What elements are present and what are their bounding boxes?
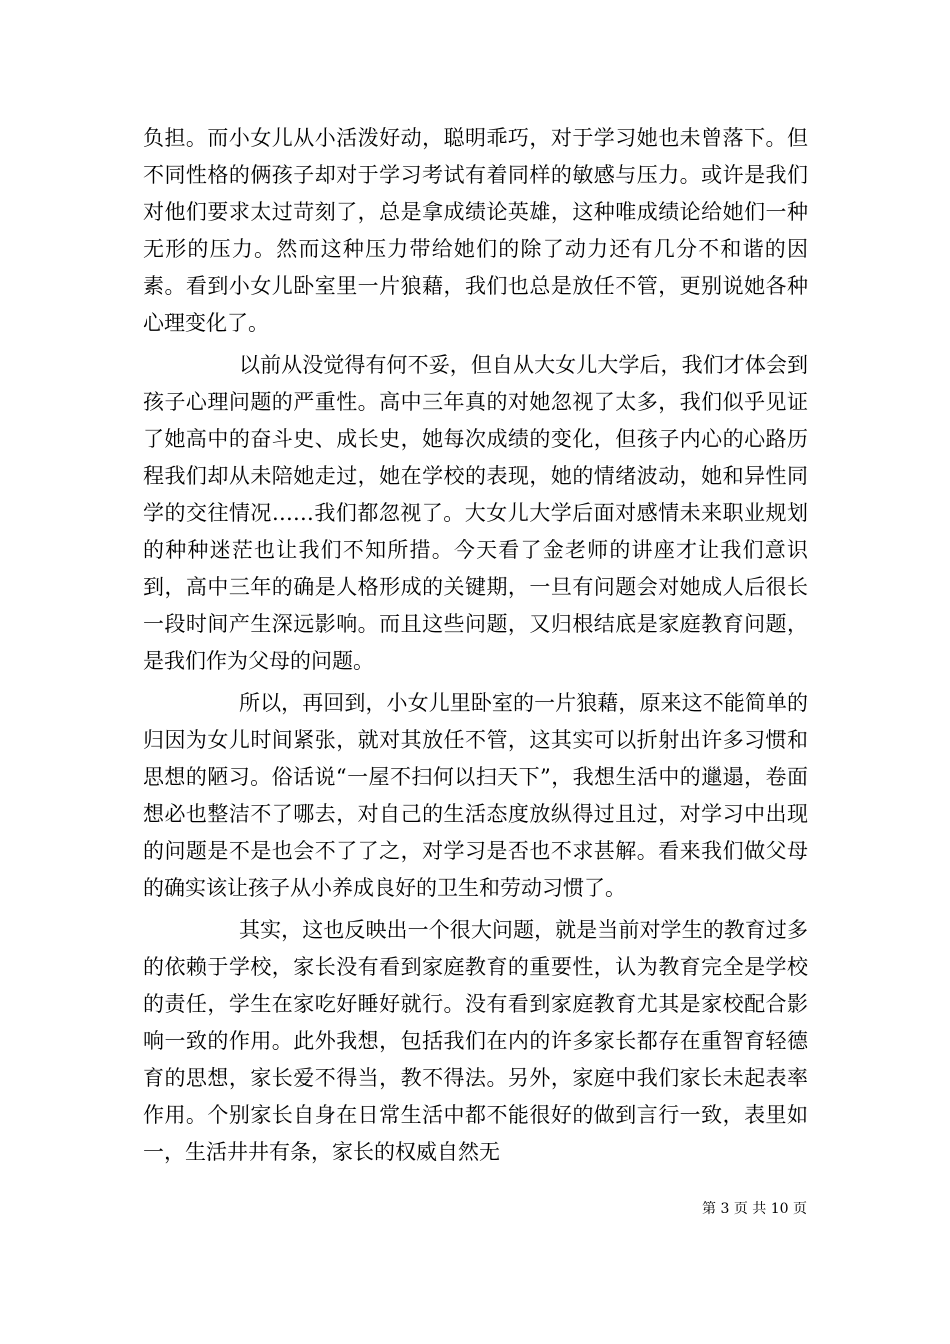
paragraph-3: 所以，再回到，小女儿里卧室的一片狼藉，原来这不能简单的归因为女儿时间紧张，就对其放任不管，这其实可以折射出许多习惯和思想的陋习。俗话说“一屋不扫何以扫天下”，我想生活中的邋遢，卷面想必也整洁不了哪去，对自己的生活态度放纵得过且过，对学习中出现的问题是不是也会不了了之，对学习是否也不求甚解。看来我们做父母的确实该让孩子从小养成良好的卫生和劳动习惯了。 [143, 691, 808, 900]
paragraph-2: 以前从没觉得有何不妥，但自从大女儿大学后，我们才体会到孩子心理问题的严重性。高中三年真的对她忽视了太多，我们似乎见证了她高中的奋斗史、成长史，她每次成绩的变化，但孩子内心的心路历程我们却从未陪她走过，她在学校的表现，她的情绪波动，她和异性同学的交往情况……我们都忽视了。大女儿大学后面对感情未来职业规划的种种迷茫也让我们不知所措。今天看了金老师的讲座才让我们意识到，高中三年的确是人格形成的关键期，一旦有问题会对她成人后很长一段时间产生深远影响。而且这些问题，又归根结底是家庭教育问题，是我们作为父母的问题。 [143, 353, 808, 673]
page-number-footer: 第 3 页 共 10 页 [702, 1201, 807, 1217]
paragraph-1: 负担。而小女儿从小活泼好动，聪明乖巧，对于学习她也未曾落下。但不同性格的俩孩子却对于学习考试有着同样的敏感与压力。或许是我们对他们要求太过苛刻了，总是拿成绩论英雄，这种唯成绩论给她们一种无形的压力。然而这种压力带给她们的除了动力还有几分不和谐的因素。看到小女儿卧室里一片狼藉，我们也总是放任不管，更别说她各种心理变化了。 [143, 126, 808, 335]
paragraph-4: 其实，这也反映出一个很大问题，就是当前对学生的教育过多的依赖于学校，家长没有看到家庭教育的重要性，认为教育完全是学校的责任，学生在家吃好睡好就行。没有看到家庭教育尤其是家校配合影响一致的作用。此外我想，包括我们在内的许多家长都存在重智育轻德育的思想，家长爱不得当，教不得法。另外，家庭中我们家长未起表率作用。个别家长自身在日常生活中都不能很好的做到言行一致，表里如一，生活井井有条，家长的权威自然无 [143, 918, 808, 1164]
document-body [143, 120, 808, 1171]
